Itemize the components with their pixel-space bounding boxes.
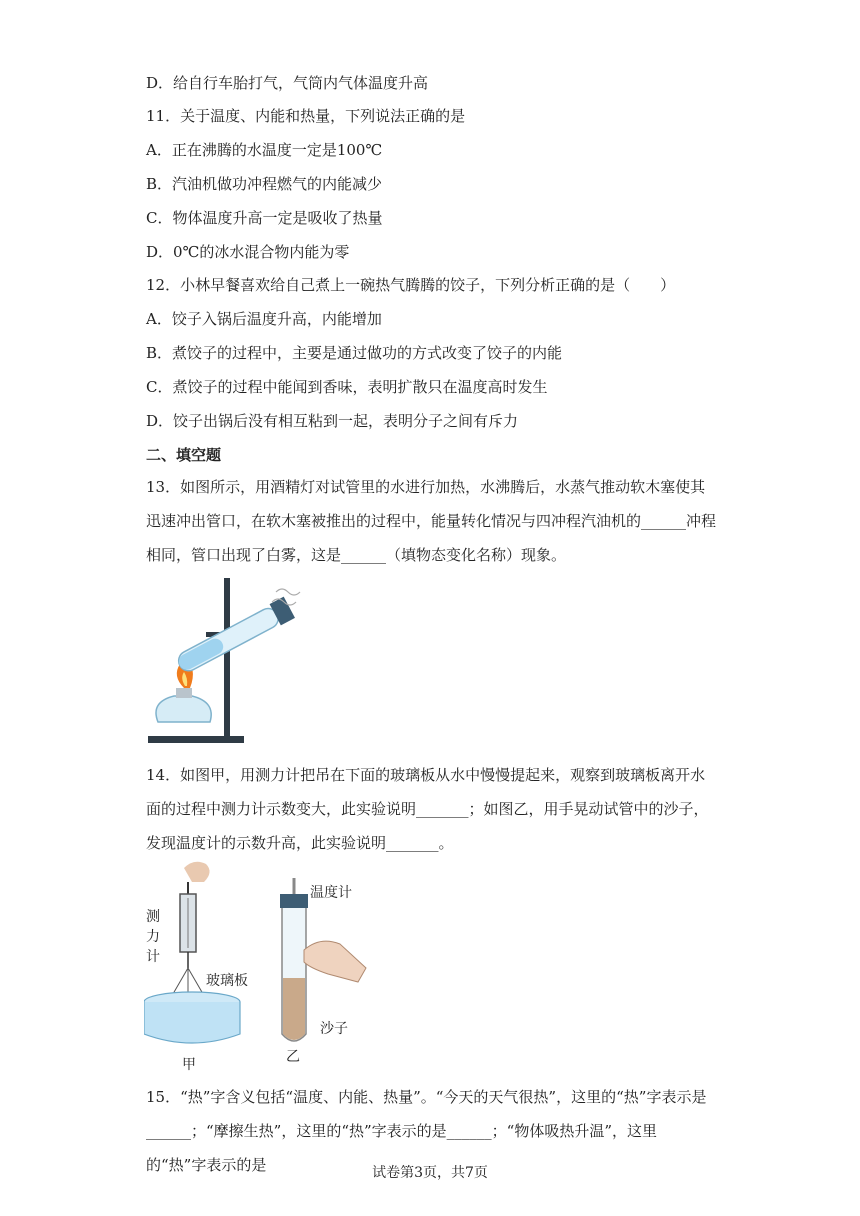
q12-option-c: C．煮饺子的过程中能闻到香味，表明扩散只在温度高时发生 <box>146 378 548 396</box>
q13-stem: 13．如图所示，用酒精灯对试管里的水进行加热，水沸腾后，水蒸气推动软木塞使其迅速冲出管口，在软木塞被推出的过程中，能量转化情况与四冲程汽油机的______冲程相同，管口出现了白雾，这是______（填物态变化名称）现象。 <box>146 478 717 564</box>
page-footer: 试卷第3页，共7页 <box>372 1165 488 1181</box>
hand-jia <box>184 862 210 882</box>
q11-stem: 11．关于温度、内能和热量，下列说法正确的是 <box>146 107 466 125</box>
stand-rod <box>224 578 230 738</box>
stopper <box>280 894 308 908</box>
q11-option-d: D．0℃的冰水混合物内能为零 <box>146 243 350 261</box>
q11-option-c: C．物体温度升高一定是吸收了热量 <box>146 209 383 227</box>
label-sand: 沙子 <box>320 1021 348 1037</box>
q12-stem: 12．小林早餐喜欢给自己煮上一碗热气腾腾的饺子，下列分析正确的是（ ） <box>146 276 676 294</box>
label-glass-plate: 玻璃板 <box>206 973 248 989</box>
q12-option-d: D．饺子出锅后没有相互粘到一起，表明分子之间有斥力 <box>146 412 519 430</box>
sand <box>283 978 305 1040</box>
hand-yi <box>304 941 366 982</box>
label-thermometer: 温度计 <box>310 885 352 901</box>
experiment-figure-14 <box>144 858 384 1073</box>
lamp-neck <box>176 688 192 698</box>
water-basin <box>144 1002 240 1043</box>
label-spring-3: 计 <box>146 949 160 965</box>
lamp-body <box>156 696 211 722</box>
label-spring-2: 力 <box>146 929 160 945</box>
q14-stem: 14．如图甲，用测力计把吊在下面的玻璃板从水中慢慢提起来，观察到玻璃板离开水面的过程中测力计示数变大，此实验说明_______；如图乙，用手晃动试管中的沙子，发现温度计的示数升高，此实验说明_______。 <box>146 766 709 852</box>
q12-option-a: A．饺子入锅后温度升高，内能增加 <box>146 310 382 328</box>
label-yi: 乙 <box>286 1049 300 1065</box>
q10-option-d: D．给自行车胎打气，气筒内气体温度升高 <box>146 74 429 92</box>
q11-option-a: A．正在沸腾的水温度一定是100℃ <box>146 141 383 159</box>
q11-option-b: B．汽油机做功冲程燃气的内能减少 <box>146 175 383 193</box>
q15-stem: 15．“热”字含义包括“温度、内能、热量”。“今天的天气很热”，这里的“热”字表示是______；“摩擦生热”，这里的“热”字表示的是______；“物体吸热升温”，这里的“热”字表示的是 <box>146 1088 707 1174</box>
label-spring-1: 测 <box>146 909 160 925</box>
label-jia: 甲 <box>182 1057 196 1073</box>
q12-option-b: B．煮饺子的过程中，主要是通过做功的方式改变了饺子的内能 <box>146 344 563 362</box>
section-fill-in-blank: 二、填空题 <box>146 446 222 464</box>
test-tube-heating-figure <box>144 572 304 750</box>
